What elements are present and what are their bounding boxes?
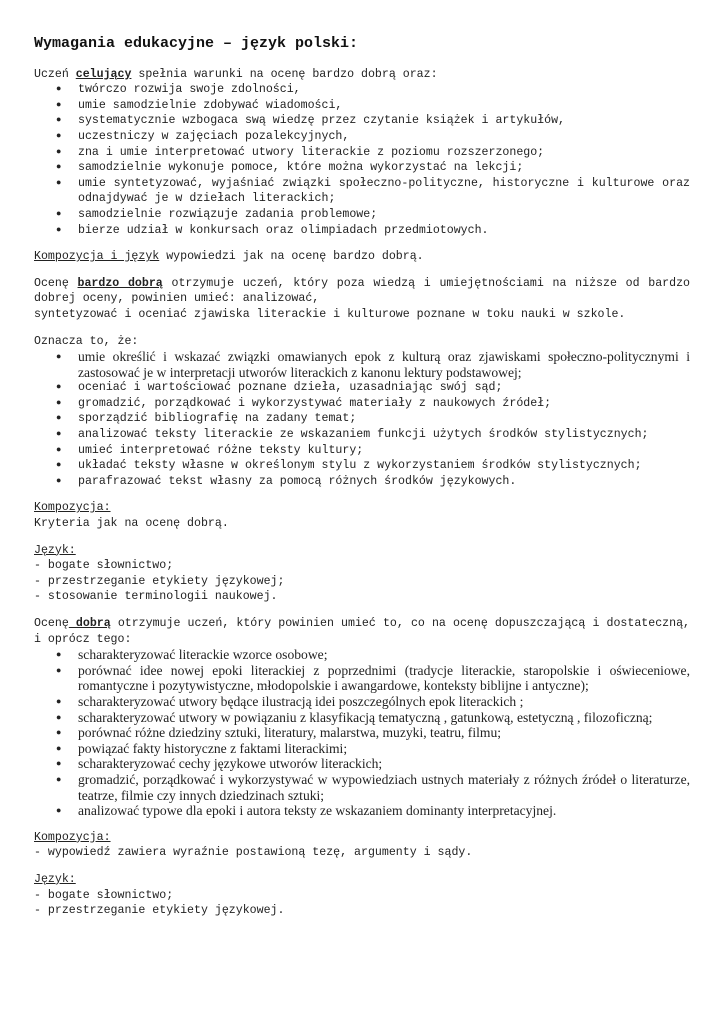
kompozycja-label: Kompozycja: [34,501,111,515]
intro-text: spełnia warunki na ocenę bardzo dobrą oraz: [131,67,438,81]
celujacy-list [34,82,690,238]
list-item: ● scharakteryzować utwory w powiązaniu z klasyfikacją tematyczną , gatunkową, estetyczną , filozoficzną; [78,710,690,726]
section-dobra [34,616,690,819]
list-item: ● systematycznie wzbogaca swą wiedzę przez czytanie książek i artykułów, [78,113,690,129]
kompozycja-jezyk-label: Kompozycja i język [34,250,160,264]
list-item: ● twórczo rozwija swoje zdolności, [78,82,690,98]
intro-text: otrzymuje uczeń, który powinien umieć to, co na ocenę dopuszczającą i dostateczną, i oprócz tego: [34,617,690,646]
list-item: ● analizować typowe dla epoki i autora teksty ze wskazaniem dominanty interpretacyjnej. [78,803,690,819]
jezyk-line: - bogate słownictwo; [34,888,174,902]
document-page [34,36,690,930]
bardzo-dobra-intro [34,276,690,307]
jezyk-label: Język: [34,872,76,886]
list-item: ● uczestniczy w zajęciach pozalekcyjnych, [78,129,690,145]
dobra-list [34,647,690,819]
list-item: ● bierze udział w konkursach oraz olimpiadach przedmiotowych. [78,223,690,239]
kompozycja-jezyk-text: wypowiedzi jak na ocenę bardzo dobrą. [159,250,424,264]
list-item: ● umie samodzielnie zdobywać wiadomości, [78,98,690,114]
section-bd-kompozycja [34,500,690,531]
grade-dobra: dobrą [68,617,111,630]
list-item: ● umie syntetyzować, wyjaśniać związki społeczno-polityczne, historyczne i kulturowe oraz odnajdywać je w dziełach literackich; [78,176,690,207]
section-bd-jezyk [34,543,690,605]
celujacy-intro [34,67,690,83]
list-item: ● scharakteryzować cechy językowe utworów literackich; [78,756,690,772]
list-item: ● gromadzić, porządkować i wykorzystywać materiały z naukowych źródeł; [78,396,690,412]
section-bardzo-dobra [34,276,690,323]
kompozycja-text: - wypowiedź zawiera wyraźnie postawioną tezę, argumenty i sądy. [34,846,473,860]
kompozycja-jezyk-line [34,249,690,265]
kompozycja-label: Kompozycja: [34,830,111,844]
dobra-intro [34,616,690,647]
list-item: ● umieć interpretować różne teksty kultury; [78,443,690,459]
oznacza-label: Oznacza to, że: [34,334,139,348]
section-kompozycja-jezyk [34,249,690,265]
list-item: ● zna i umie interpretować utwory literackie z poziomu rozszerzonego; [78,145,690,161]
jezyk-line: - bogate słownictwo; [34,559,174,573]
list-item: ● układać teksty własne w określonym stylu z wykorzystaniem środków stylistycznych; [78,458,690,474]
section-oznacza [34,334,690,490]
list-item: ● umie określić i wskazać związki omawianych epok z kulturą oraz zjawiskami społeczno-politycznymi i zastosować je w interpretacji utworów literackich z kanonu lektury podstawowej; [78,349,690,380]
list-item: ● analizować teksty literackie ze wskazaniem funkcji użytych środków stylistycznych; [78,427,690,443]
bardzo-dobra-intro-line2: syntetyzować i oceniać zjawiska literackie i kulturowe poznane w toku nauki w szkole. [34,307,626,321]
intro-text: Uczeń [34,67,76,81]
list-item: ● parafrazować tekst własny za pomocą różnych środków językowych. [78,474,690,490]
jezyk-line: - przestrzeganie etykiety językowej. [34,904,285,918]
list-item: ● porównać różne dziedziny sztuki, literatury, malarstwa, muzyki, teatru, filmu; [78,725,690,741]
bardzo-dobra-list [34,349,690,489]
intro-text: otrzymuje uczeń, który poza wiedzą i umiejętnościami na niższe od bardzo dobrej oceny, powinien umieć: analizować, [34,276,690,306]
grade-celujacy: celujący [75,67,132,81]
section-celujacy [34,67,690,239]
grade-bardzo-dobra: bardzo dobrą [77,276,163,290]
section-d-jezyk [34,872,690,919]
jezyk-line: - przestrzeganie etykiety językowej; [34,574,285,588]
section-d-kompozycja [34,830,690,861]
list-item: ● scharakteryzować utwory będące ilustracją idei poszczególnych epok literackich ; [78,694,690,710]
list-item: ● powiązać fakty historyczne z faktami literackimi; [78,741,690,757]
list-item: ● sporządzić bibliografię na zadany temat; [78,411,690,427]
jezyk-line: - stosowanie terminologii naukowej. [34,590,278,604]
kompozycja-text: Kryteria jak na ocenę dobrą. [34,517,229,531]
list-item: ● porównać idee nowej epoki literackiej z poprzednimi (tradycje literackie, staropolskie i oświeceniowe, romantyczne i pozytywistyczne, młodopolskie i awangardowe, konteksty biblijne i antyczne); [78,663,690,694]
list-item: ● gromadzić, porządkować i wykorzystywać w wypowiedziach ustnych materiały z różnych źródeł o literaturze, teatrze, filmie czy innych dziedzinach sztuki; [78,772,690,803]
jezyk-label: Język: [34,543,76,557]
list-item: ● scharakteryzować literackie wzorce osobowe; [78,647,690,663]
list-item: ● oceniać i wartościować poznane dzieła, uzasadniając swój sąd; [78,380,690,396]
page-title: Wymagania edukacyjne – język polski: [34,35,359,52]
list-item: ● samodzielnie wykonuje pomoce, które można wykorzystać na lekcji; [78,160,690,176]
list-item: ● samodzielnie rozwiązuje zadania problemowe; [78,207,690,223]
intro-text: Ocenę [34,276,78,290]
intro-text: Ocenę [34,617,69,630]
